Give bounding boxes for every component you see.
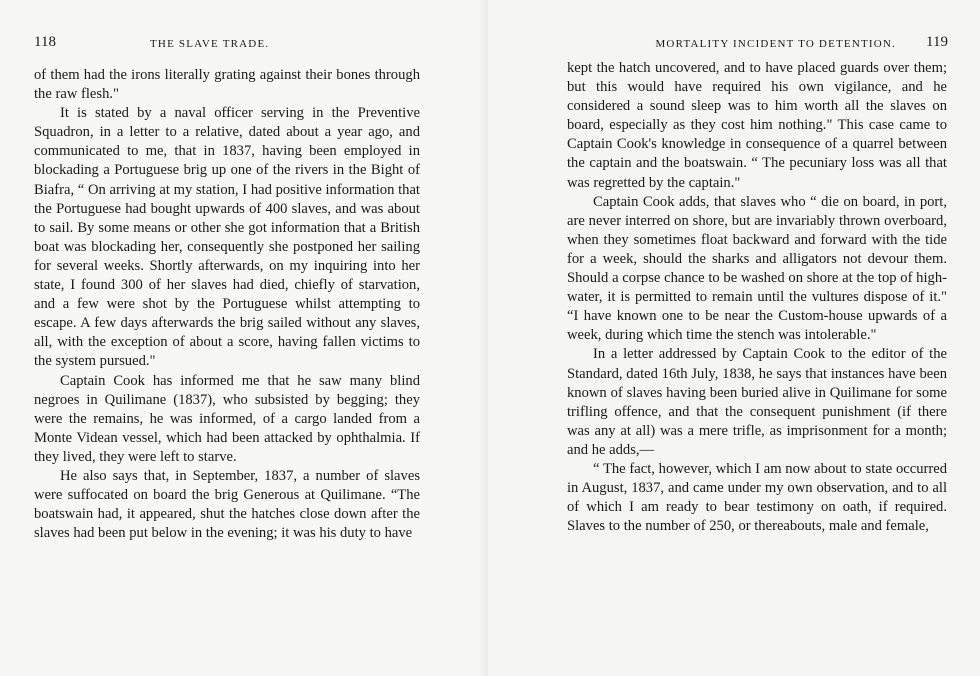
right-running-head	[568, 34, 948, 56]
left-paragraph-4: He also says that, in September, 1837, a number of slaves were suffocated on board the brig Generous at Quilimane. “The boatswain had, it appeared, shut the hatches close down after the slaves had been put below in the evening; it was his duty to have	[34, 467, 420, 542]
left-running-title: THE SLAVE TRADE.	[150, 38, 270, 50]
left-running-head	[34, 34, 454, 56]
left-body-text	[34, 66, 420, 543]
left-paragraph-3: Captain Cook has informed me that he saw many blind negroes in Quilimane (1837), who subsisted by begging; they were the remains, he was informed, of a cargo landed from a Monte Videan vessel, which had been attacked by ophthalmia. If they lived, they were left to starve.	[34, 372, 420, 465]
right-page	[488, 0, 980, 676]
right-paragraph-1: kept the hatch uncovered, and to have placed guards over them; but this would have required his own vigilance, and he considered a sound sleep was to him worth all the slaves on board, especially as they cost him nothing." This case came to Captain Cook's knowledge in consequence of a quarrel between the captain and the boatswain. “ The pecuniary loss was all that was regretted by the captain."	[567, 60, 947, 191]
left-page-number: 118	[34, 34, 56, 50]
right-running-title: MORTALITY INCIDENT TO DETENTION.	[655, 38, 896, 50]
right-paragraph-3: In a letter addressed by Captain Cook to the editor of the Standard, dated 16th July, 1838, he says that instances have been known of slaves having been buried alive in Quilimane for some trifling offence, and that the consequent punishment (if there was any at all) was a mere trifle, as imprisonment for a month; and he adds,—	[567, 346, 947, 458]
left-paragraph-2: It is stated by a naval officer serving in the Preventive Squadron, in a letter to a relative, dated about a year ago, and communicated to me, that in 1837, having been employed in blockading a Portuguese brig up one of the rivers in the Bight of Biafra, “ On arriving at my station, I had positive information that the Portuguese had bought upwards of 400 slaves, and was about to sail. By some means or other she got information that a British boat was blockading her, consequently she postponed her sailing for several weeks. Shortly afterwards, on my inquiring into her state, I found 300 of her slaves had died, chiefly of starvation, and a few were shot by the Portuguese whilst attempting to escape. A few days afterwards the brig sailed without any slaves, all, with the exception of about a score, having fallen victims to the system pursued."	[34, 105, 420, 370]
left-paragraph-1: of them had the irons literally grating against their bones through the raw flesh."	[34, 67, 420, 103]
left-page	[0, 0, 488, 676]
right-page-number: 119	[926, 34, 948, 50]
right-paragraph-4: “ The fact, however, which I am now about to state occurred in August, 1837, and came under my own observation, and to all of which I am ready to bear testimony on oath, if required. Slaves to the number of 250, or thereabouts, male and female,	[567, 460, 947, 535]
right-paragraph-2: Captain Cook adds, that slaves who “ die on board, in port, are never interred on shore, but are invariably thrown overboard, when they sometimes float backward and forward with the tide for a week, should the sharks and alligators not devour them. Should a corpse chance to be washed on shore at the top of high-water, it is permitted to remain until the vultures dispose of it." “I have known one to be near the Custom-house upwards of a week, during which time the stench was intolerable."	[567, 193, 947, 344]
right-body-text	[567, 59, 947, 536]
